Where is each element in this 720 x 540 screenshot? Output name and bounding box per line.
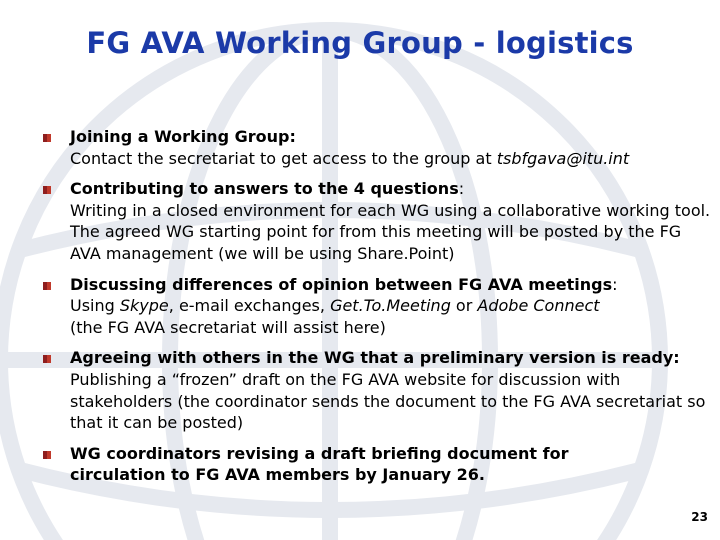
slide-title: FG AVA Working Group - logistics xyxy=(86,26,634,60)
bullet-marker-icon xyxy=(43,355,51,363)
bullet-heading: Joining a Working Group: xyxy=(70,127,296,146)
gotomeeting-name: Get.To.Meeting xyxy=(330,296,451,316)
bullet-text: Contact the secretariat to get access to the group at xyxy=(70,148,497,168)
bullet-heading: WG coordinators revising a draft briefing document for circulation to FG AVA members by January 26. xyxy=(70,443,569,485)
bullet-text: (the FG AVA secretariat will assist here) xyxy=(70,317,386,337)
bullet-joining xyxy=(42,126,714,169)
bullet-heading: Contributing to answers to the 4 questions xyxy=(70,179,459,199)
bullet-marker-icon xyxy=(43,186,51,194)
bullet-text: or xyxy=(450,296,478,316)
bullet-coordinators xyxy=(42,443,714,486)
bullet-list xyxy=(42,126,714,495)
bullet-discussing xyxy=(42,274,714,339)
email-link[interactable]: tsbfgava@itu.int xyxy=(496,148,630,168)
bullet-text: Publishing a “frozen” draft on the FG AVA website for discussion with stakeholders (the coordinator sends the document to the FG AVA secretariat so that it can be posted) xyxy=(70,369,706,433)
bullet-text: Writing in a closed environment for each WG using a collaborative working tool. The agreed WG starting point for from this meeting will be posted by the FG AVA management (we will be using Share.Point) xyxy=(70,200,711,263)
bullet-marker-icon xyxy=(43,134,51,142)
bullet-heading: Discussing differences of opinion between FG AVA meetings xyxy=(70,274,613,294)
bullet-agreeing xyxy=(42,347,714,433)
bullet-text: Using xyxy=(70,296,120,316)
bullet-marker-icon xyxy=(43,451,51,459)
bullet-heading: Agreeing with others in the WG that a preliminary version is ready: xyxy=(70,348,680,368)
bullet-contributing xyxy=(42,178,714,264)
bullet-heading-colon: : xyxy=(458,179,465,199)
bullet-text: , e-mail exchanges, xyxy=(168,296,331,316)
skype-name: Skype xyxy=(119,296,169,316)
bullet-heading-colon: : xyxy=(612,274,618,294)
adobe-connect-name: Adobe Connect xyxy=(477,296,600,316)
page-number: 23 xyxy=(691,510,708,524)
bullet-marker-icon xyxy=(43,282,51,290)
